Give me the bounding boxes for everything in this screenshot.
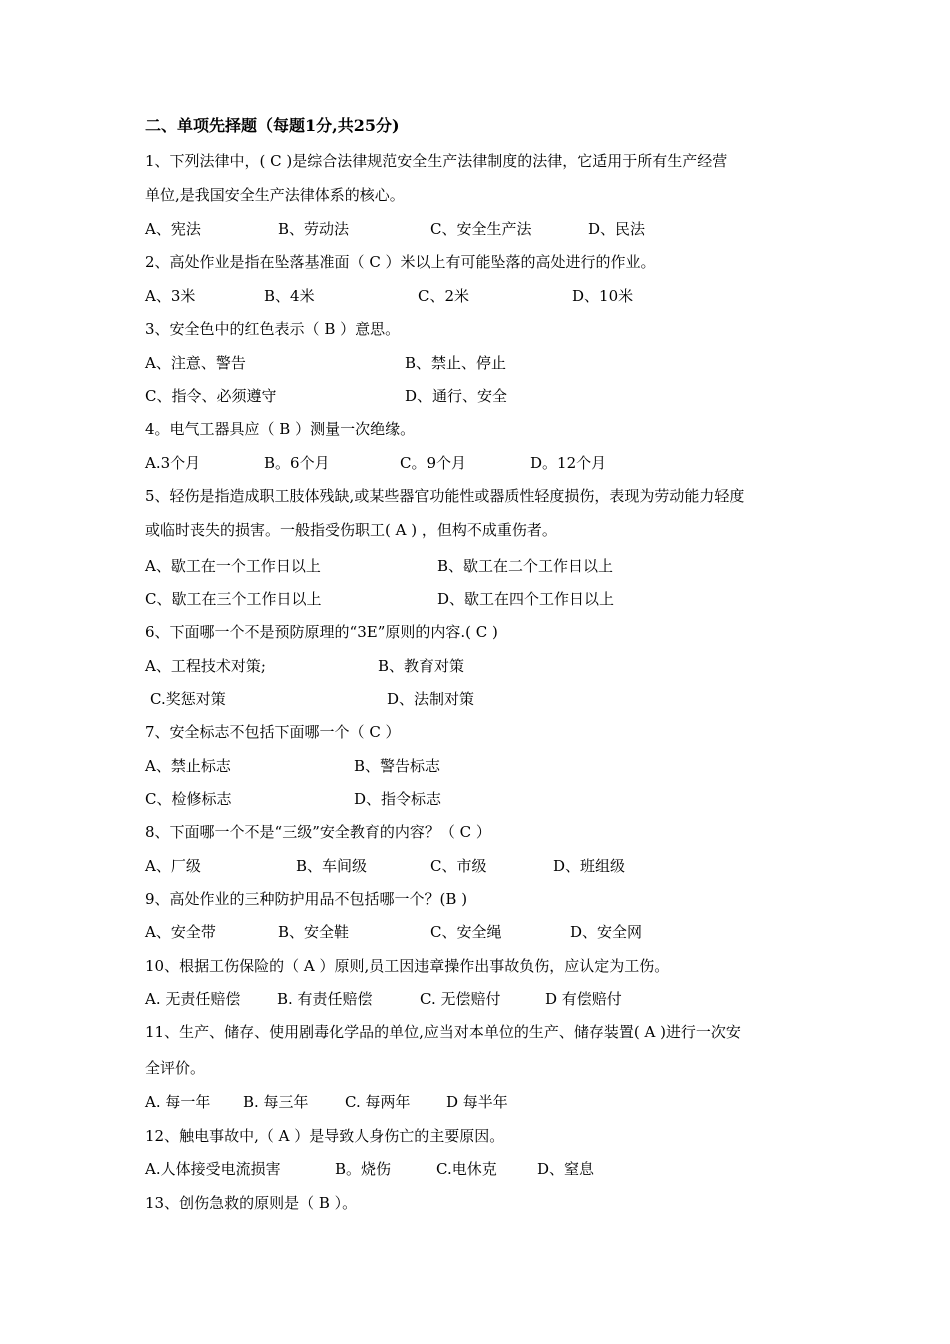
answer-option: B、安全鞋: [278, 923, 350, 941]
answer-option: D 有偿赔付: [545, 990, 622, 1008]
answer-option: D、歇工在四个工作日以上: [437, 590, 615, 608]
answer-option: D、班组级: [553, 857, 626, 875]
answer-option: A、厂级: [145, 857, 201, 875]
answer-option: B。烧伤: [335, 1160, 392, 1178]
answer-option: B。6个月: [264, 454, 330, 472]
answer-option: A、工程技术对策;: [145, 657, 266, 675]
answer-option: C。9个月: [400, 454, 467, 472]
question-text-q13: 13、创伤急救的原则是（ B ）。: [145, 1194, 358, 1212]
answer-option: B、教育对策: [378, 657, 465, 675]
section-title: 二、单项先择题（每题1分,共25分): [145, 116, 400, 135]
question-text-q2: 2、高处作业是指在坠落基准面（ C ）米以上有可能坠落的高处进行的作业。: [145, 253, 656, 271]
answer-option: D、10米: [572, 287, 634, 305]
question-text-q1b: 单位,是我国安全生产法律体系的核心。: [145, 186, 405, 204]
answer-option: B. 每三年: [243, 1093, 309, 1111]
answer-option: B、警告标志: [354, 757, 441, 775]
question-text-q6: 6、下面哪一个不是预防原理的“3E”原则的内容.( C ): [145, 623, 498, 641]
answer-option: B、禁止、停止: [405, 354, 507, 372]
answer-option: C、安全生产法: [430, 220, 532, 238]
answer-option: C. 每两年: [345, 1093, 411, 1111]
answer-option: A、注意、警告: [145, 354, 246, 372]
answer-option: C、检修标志: [145, 790, 232, 808]
answer-option: A.3个月: [145, 454, 201, 472]
answer-option: A、宪法: [145, 220, 201, 238]
question-text-q5b: 或临时丧失的损害。一般指受伤职工( A ) ，但构不成重伤者。: [145, 521, 557, 539]
answer-option: C、2米: [418, 287, 470, 305]
answer-option: D、通行、安全: [405, 387, 508, 405]
question-text-q4: 4。电气工器具应（ B ）测量一次绝缘。: [145, 420, 416, 438]
answer-option: A.人体接受电流损害: [145, 1160, 281, 1178]
answer-option: A、安全带: [145, 923, 216, 941]
question-text-q12: 12、触电事故中,（ A ）是导致人身伤亡的主要原因。: [145, 1127, 505, 1145]
answer-option: D、法制对策: [387, 690, 475, 708]
answer-option: B、4米: [264, 287, 315, 305]
answer-option: A. 每一年: [145, 1093, 211, 1111]
answer-option: C、歇工在三个工作日以上: [145, 590, 322, 608]
answer-option: D、指令标志: [354, 790, 442, 808]
answer-option: C、市级: [430, 857, 487, 875]
answer-option: B、歇工在二个工作日以上: [437, 557, 614, 575]
question-text-q8: 8、下面哪一个不是“三级”安全教育的内容？（ C ）: [145, 823, 491, 841]
answer-option: D、民法: [588, 220, 646, 238]
answer-option: A. 无责任赔偿: [145, 990, 241, 1008]
answer-option: A、禁止标志: [145, 757, 231, 775]
question-text-q11a: 11、生产、储存、使用剧毒化学品的单位,应当对本单位的生产、储存装置( A )进行一次安: [145, 1023, 741, 1041]
answer-option: D、安全网: [570, 923, 643, 941]
answer-option: C、指令、必须遵守: [145, 387, 277, 405]
question-text-q9: 9、高处作业的三种防护用品不包括哪一个？(B ): [145, 890, 468, 908]
question-text-q11b: 全评价。: [145, 1059, 206, 1077]
answer-option: B. 有责任赔偿: [277, 990, 373, 1008]
answer-option: B、车间级: [296, 857, 368, 875]
question-text-q10: 10、根据工伤保险的（ A ）原则,员工因违章操作出事故负伤，应认定为工伤。: [145, 957, 670, 975]
question-text-q3: 3、安全色中的红色表示（ B ）意思。: [145, 320, 401, 338]
question-text-q7: 7、安全标志不包括下面哪一个（ C ）: [145, 723, 401, 741]
question-text-q5a: 5、轻伤是指造成职工肢体残缺,或某些器官功能性或器质性轻度损伤，表现为劳动能力轻度: [145, 487, 745, 505]
answer-option: A、歇工在一个工作日以上: [145, 557, 321, 575]
answer-option: D、窒息: [537, 1160, 595, 1178]
answer-option: D。12个月: [530, 454, 607, 472]
question-text-q1a: 1、下列法律中，( C )是综合法律规范安全生产法律制度的法律，它适用于所有生产经营: [145, 152, 728, 170]
answer-option: C、安全绳: [430, 923, 502, 941]
answer-option: A、3米: [145, 287, 196, 305]
answer-option: B、劳动法: [278, 220, 350, 238]
answer-option: C.奖惩对策: [150, 690, 226, 708]
answer-option: C. 无偿赔付: [420, 990, 501, 1008]
answer-option: D 每半年: [446, 1093, 508, 1111]
answer-option: C.电休克: [436, 1160, 497, 1178]
